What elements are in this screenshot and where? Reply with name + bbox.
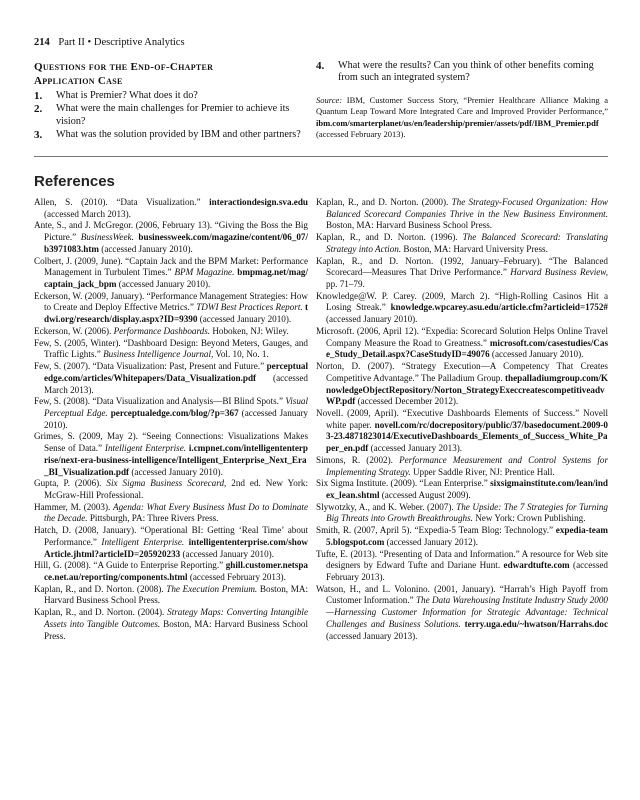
- reference-text: 2nd ed. New York: McGraw-Hill Professional.: [44, 478, 308, 500]
- reference-text: (accessed January 2010).: [44, 407, 308, 430]
- reference-url[interactable]: intelligententerprise.com/showArticle.jhtml?articleID=205920233: [44, 536, 308, 559]
- reference-text: Watson, H., and L. Volonino. (2001, January). “Harrah’s High Payoff from Customer Information.”: [316, 583, 608, 606]
- reference-entry: [316, 525, 608, 548]
- reference-entry: [34, 197, 308, 220]
- page-number: 214: [34, 37, 50, 48]
- reference-text: Hoboken, NJ: Wiley.: [210, 325, 289, 336]
- question-number: 2.: [34, 103, 43, 116]
- reference-text: (accessed January 2010).: [180, 548, 274, 559]
- reference-entry: [34, 361, 308, 396]
- reference-url[interactable]: perceptualedge.com/articles/Whitepapers/Data_Visualization.pdf: [44, 361, 308, 383]
- reference-title: Business Intelligence Journal,: [103, 349, 214, 360]
- reference-entry: [316, 326, 608, 361]
- reference-text: (accessed March 2013).: [44, 372, 308, 395]
- source-link[interactable]: ibm.com/smarterplanet/us/en/leadership/premier/assets/pdf/IBM_Premier.pdf: [316, 117, 599, 128]
- reference-entry: [34, 338, 308, 361]
- reference-title: BusinessWeek.: [80, 232, 134, 243]
- reference-title: BPM Magazine.: [174, 267, 235, 278]
- reference-text: (accessed January 2010).: [99, 243, 193, 254]
- questions-heading-line1: Questions for the End-of-Chapter: [34, 61, 214, 73]
- reference-text: Hammer, M. (2003).: [34, 501, 114, 512]
- reference-entry: [34, 502, 308, 525]
- reference-entry: [34, 396, 308, 431]
- reference-text: Boston, MA: Harvard University Press.: [401, 243, 548, 254]
- source-label: Source:: [316, 94, 343, 105]
- references-heading: References: [34, 173, 115, 190]
- reference-url[interactable]: novell.com/rc/docrepository/public/37/basedocument.2009-03-23.4871823014/ExecutiveDashboards_Elements_of_Success_White_Paper_en.pdf: [326, 419, 608, 454]
- reference-text: (accessed February 2013).: [326, 560, 608, 582]
- reference-url[interactable]: knowledge.wpcarey.asu.edu/article.cfm?articleid=1752#: [390, 302, 608, 313]
- reference-text: Vol. 10, No. 1.: [213, 349, 269, 360]
- reference-text: Grimes, S. (2009, May 2). “Seeing Connections: Visualizations Makes Sense of Data.”: [34, 431, 308, 454]
- reference-entry: [34, 607, 308, 642]
- reference-text: Gupta, P. (2006).: [34, 478, 107, 489]
- reference-entry: [316, 549, 608, 584]
- chapter-title: Descriptive Analytics: [93, 37, 185, 48]
- reference-entry: [316, 408, 608, 455]
- reference-entry: [34, 256, 308, 291]
- reference-entry: [316, 197, 608, 232]
- reference-text: Six Sigma Institute. (2009). “Lean Enterprise.”: [316, 478, 491, 489]
- reference-text: Few, S. (2008). “Data Visualization and Analysis—BI Blind Spots.”: [34, 396, 286, 407]
- reference-text: (accessed January 2010).: [326, 314, 418, 325]
- reference-text: Upper Saddle River, NJ: Prentice Hall.: [410, 466, 555, 477]
- reference-text: Novell. (2009, April). “Executive Dashboards Elements of Success.” Novell white paper.: [316, 407, 608, 430]
- reference-entry: [316, 478, 608, 501]
- reference-text: Ante, S., and J. McGregor. (2006, February 13). “Giving the Boss the Big Picture.”: [34, 220, 308, 243]
- reference-text: Simons, R. (2002).: [316, 454, 400, 465]
- section-divider: [34, 156, 608, 157]
- reference-title: Intelligent Enterprise.: [104, 443, 187, 454]
- reference-text: Eckerson, W. (2009, January). “Performance Management Strategies: How to Create and Deploy Effective Metrics.”: [34, 290, 308, 313]
- reference-title: Agenda: What Every Business Must Do to Dominate the Decade.: [44, 501, 309, 524]
- question-item: [34, 129, 306, 141]
- reference-url[interactable]: microsoft.com/casestudies/Case_Study_Detail.aspx?CaseStudyID=49076: [326, 337, 608, 360]
- reference-url[interactable]: terry.uga.edu/~hwatson/Harrahs.doc: [464, 618, 609, 629]
- references-column-left: [34, 197, 308, 642]
- references-column-right: [316, 197, 608, 642]
- reference-entry: [34, 560, 308, 583]
- questions-heading: [34, 60, 306, 88]
- reference-title: TDWI Best Practices Report.: [196, 302, 303, 313]
- reference-title: The Strategy-Focused Organization: How Balanced Scorecard Companies Thrive in the New Business Environment.: [326, 197, 608, 219]
- reference-url[interactable]: i.cmpnet.com/intelligententerprise/next-era-business-intelligence/Intelligent_Enterprise_Next_Era_BI_Visualization.pdf: [44, 443, 308, 477]
- reference-text: Kaplan, R., and D. Norton. (1992, January–February). “The Balanced Scorecard—Measures That Drive Performance.”: [316, 255, 608, 278]
- questions-list: [34, 90, 306, 142]
- reference-title: Performance Dashboards.: [113, 325, 211, 336]
- reference-entry: [34, 326, 308, 338]
- reference-title: The Upside: The 7 Strategies for Turning Big Threats into Growth Breakthroughs.: [326, 501, 608, 524]
- reference-text: Few, S. (2007). “Data Visualization: Past, Present and Future.”: [34, 361, 267, 372]
- reference-text: Kaplan, R., and D. Norton. (2008).: [34, 583, 167, 594]
- questions-section: [34, 60, 306, 143]
- reference-text: (accessed January 2010).: [489, 349, 584, 360]
- reference-entry: [316, 584, 608, 643]
- reference-text: (accessed January 2013).: [368, 443, 463, 454]
- reference-text: Kaplan, R., and D. Norton. (2004).: [34, 607, 168, 618]
- header-separator: •: [87, 37, 92, 48]
- reference-url[interactable]: expedia-team5.blogspot.com: [326, 525, 608, 547]
- reference-url[interactable]: sixsigmainstitute.com/lean/index_lean.shtml: [326, 478, 608, 500]
- reference-text: Kaplan, R., and D. Norton. (1996).: [316, 232, 463, 243]
- reference-title: Harvard Business Review,: [510, 267, 608, 278]
- reference-title: The Execution Premium.: [166, 583, 258, 594]
- reference-url[interactable]: businessweek.com/magazine/content/06_07/b3971083.htm: [44, 232, 308, 254]
- reference-text: Slywotzky, A., and K. Weber. (2007).: [316, 501, 457, 512]
- reference-text: (accessed January 2010).: [197, 314, 292, 325]
- reference-entry: [34, 220, 308, 255]
- question-text: What were the results? Can you think of other benefits coming from such an integrated system?: [338, 60, 594, 84]
- reference-text: Few, S. (2005, Winter). “Dashboard Design: Beyond Meters, Gauges, and Traffic Lights.”: [34, 337, 308, 360]
- reference-title: The Data Warehousing Institute Industry Study 2000—Harnessing Customer Information for Strategic Advantage: Technical Challenges and Business Solutions.: [326, 595, 608, 629]
- part-label: Part II: [58, 37, 85, 48]
- reference-url[interactable]: thepalladiumgroup.com/KnowledgeObjectRepository/Norton_StrategyExeccreatescompetitiveadvWP.pdf: [326, 372, 608, 407]
- reference-title: Strategy Maps: Converting Intangible Assets into Tangible Outcomes.: [44, 607, 308, 629]
- reference-entry: [316, 291, 608, 326]
- reference-text: Kaplan, R., and D. Norton. (2000).: [316, 197, 452, 207]
- reference-text: Eckerson, W. (2006).: [34, 325, 114, 336]
- reference-url[interactable]: edwardtufte.com: [503, 560, 570, 571]
- reference-url[interactable]: ghill.customer.netspace.net.au/reporting/components.html: [44, 560, 308, 582]
- reference-text: (accessed January 2010).: [129, 466, 223, 477]
- reference-text: (accessed March 2013).: [44, 208, 131, 219]
- question-item: [34, 103, 306, 128]
- reference-text: Microsoft. (2006, April 12). “Expedia: Scorecard Solution Helps Online Travel Company Measure the Road to Greatness.”: [316, 325, 608, 348]
- reference-text: (accessed February 2013).: [187, 572, 286, 582]
- reference-url[interactable]: perceptualedge.com/blog/?p=367: [110, 407, 239, 418]
- reference-title: Six Sigma Business Scorecard,: [106, 478, 227, 489]
- reference-text: Tufte, E. (2013). “Presenting of Data and Information.” A resource for Web site designers by Edward Tufte and Dariane Hunt.: [316, 548, 608, 571]
- reference-text: pp. 71–79.: [326, 279, 365, 290]
- reference-text: (accessed December 2012).: [355, 396, 459, 407]
- question-item: [316, 60, 608, 85]
- reference-entry: [34, 525, 308, 560]
- reference-title: Performance Measurement and Control Systems for Implementing Strategy.: [326, 454, 608, 477]
- reference-entry: [316, 361, 608, 408]
- question-number: 3.: [34, 129, 43, 142]
- questions-section-continued: [316, 60, 608, 140]
- reference-text: Knowledge@W. P. Carey. (2009, March 2). “High-Rolling Casinos Hit a Losing Streak.”: [316, 290, 608, 313]
- reference-text: Pittsburgh, PA: Three Rivers Press.: [87, 513, 219, 524]
- reference-text: Hill, G. (2008). “A Guide to Enterprise Reporting.”: [34, 560, 226, 571]
- question-text: What was the solution provided by IBM and other partners?: [56, 129, 301, 141]
- reference-entry: [316, 502, 608, 525]
- question-text: What were the main challenges for Premier to achieve its vision?: [56, 103, 290, 127]
- reference-text: Colbert, J. (2009, June). “Captain Jack and the BPM Market: Performance Management in Turbulent Times.”: [34, 255, 308, 278]
- reference-text: Boston, MA: Harvard Business School Press.: [44, 618, 308, 641]
- question-number: 1.: [34, 90, 43, 102]
- reference-entry: [316, 232, 608, 255]
- reference-entry: [316, 455, 608, 478]
- source-accessed: (accessed February 2013).: [316, 129, 406, 140]
- reference-text: Boston, MA: Harvard Business School Press.: [44, 583, 308, 606]
- questions-heading-line2: Application Case: [34, 75, 123, 87]
- reference-title: The Balanced Scorecard: Translating Strategy into Action.: [326, 232, 608, 254]
- reference-text: Boston, MA: Harvard Business School Press.: [326, 220, 493, 231]
- reference-entry: [34, 291, 308, 326]
- reference-url[interactable]: bmpmag.net/mag/captain_jack_bpm: [44, 267, 309, 290]
- question-text: What is Premier? What does it do?: [56, 90, 198, 101]
- reference-text: (accessed August 2009).: [379, 489, 471, 500]
- reference-text: Smith, R. (2007, April 5). “Expedia-5 Team Blog: Technology.”: [316, 525, 556, 536]
- reference-url[interactable]: interactiondesign.sva.edu: [209, 197, 308, 207]
- reference-title: Intelligent Enterprise.: [101, 536, 185, 547]
- reference-text: Norton, D. (2007). “Strategy Execution—A Competency That Creates Competitive Advantage.” The Palladium Group.: [316, 361, 608, 383]
- running-header: [34, 37, 185, 48]
- reference-text: Allen, S. (2010). “Data Visualization.”: [34, 197, 210, 207]
- reference-entry: [34, 478, 308, 501]
- reference-title: Visual Perceptual Edge.: [44, 396, 308, 418]
- reference-text: (accessed January 2012).: [384, 536, 479, 547]
- question-item: [34, 90, 306, 102]
- reference-url[interactable]: tdwi.org/research/display.aspx?ID=9390: [44, 302, 309, 325]
- reference-text: (accessed January 2010).: [116, 279, 211, 290]
- reference-entry: [34, 584, 308, 607]
- reference-entry: [34, 431, 308, 478]
- reference-text: (accessed January 2013).: [326, 630, 418, 641]
- reference-entry: [316, 256, 608, 291]
- case-source: [316, 95, 608, 141]
- reference-text: New York: Crown Publishing.: [472, 513, 586, 524]
- reference-text: Hatch, D. (2008, January). “Operational BI: Getting ‘Real Time’ about Performance.”: [34, 525, 308, 547]
- question-number: 4.: [316, 60, 325, 72]
- source-text: IBM, Customer Success Story, “Premier Healthcare Alliance Making a Quantum Leap Toward More Integrated Care and Improved Provider Performance,”: [316, 94, 608, 117]
